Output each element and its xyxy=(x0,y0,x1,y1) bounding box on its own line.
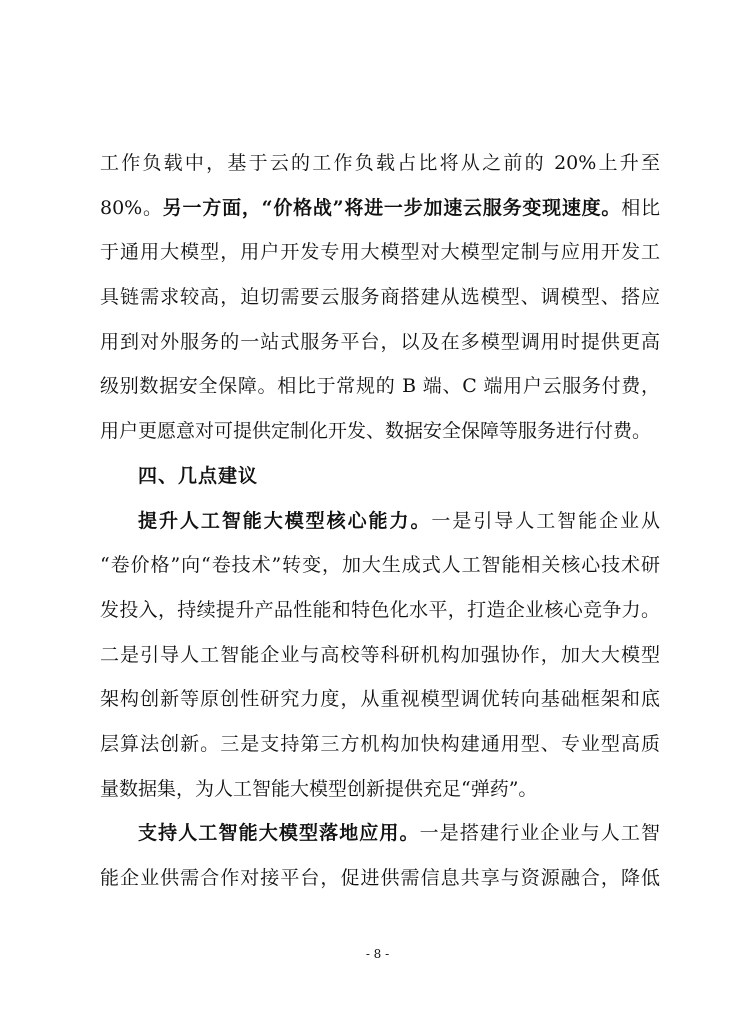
paragraph-2-line-3: 发投入，持续提升产品性能和特色化水平，打造企业核心竞争力。 xyxy=(100,598,660,621)
text-run: 80%。 xyxy=(100,196,163,219)
paragraph-2-line-2: “卷价格”向“卷技术”转变，加大生成式人工智能相关核心技术研 xyxy=(100,554,660,577)
text-run: 一是引导人工智能企业从 xyxy=(431,509,660,532)
paragraph-1-line-3: 于通用大模型，用户开发专用大模型对大模型定制与应用开发工 xyxy=(100,241,660,264)
paragraph-1-line-7: 用户更愿意对可提供定制化开发、数据安全保障等服务进行付费。 xyxy=(100,420,652,443)
text-run: 相比 xyxy=(621,196,660,219)
paragraph-1-line-2 xyxy=(100,186,660,231)
page-number: - 8 - xyxy=(365,947,390,961)
paragraph-1-line-5: 用到对外服务的一站式服务平台，以及在多模型调用时提供更高 xyxy=(100,330,660,353)
bold-lead: 提升人工智能大模型核心能力。 xyxy=(138,509,432,532)
bold-lead: 支持人工智能大模型落地应用。 xyxy=(138,822,420,845)
paragraph-2-line-6: 层算法创新。三是支持第三方机构加快构建通用型、专业型高质 xyxy=(100,732,660,755)
section-heading: 四、几点建议 xyxy=(138,464,259,487)
paragraph-2-line-4: 二是引导人工智能企业与高校等科研机构加强协作，加大大模型 xyxy=(100,643,660,666)
paragraph-1-line-6: 级别数据安全保障。相比于常规的 B 端、C 端用户云服务付费， xyxy=(100,375,660,398)
paragraph-3-line-2: 能企业供需合作对接平台，促进供需信息共享与资源融合，降低 xyxy=(100,867,660,889)
paragraph-2-line-5: 架构创新等原创性研究力度，从重视模型调优转向基础框架和底 xyxy=(100,688,660,711)
body-text xyxy=(100,141,660,901)
paragraph-2-line-1 xyxy=(100,499,660,544)
paragraph-3-line-1 xyxy=(100,811,660,856)
paragraph-1-line-1: 工作负载中，基于云的工作负载占比将从之前的 20%上升至 xyxy=(100,152,660,174)
text-run: 一是搭建行业企业与人工智 xyxy=(419,822,660,845)
bold-emphasis: 另一方面，“价格战”将进一步加速云服务变现速度。 xyxy=(162,196,622,219)
paragraph-1-line-4: 具链需求较高，迫切需要云服务商搭建从选模型、调模型、搭应 xyxy=(100,286,660,309)
paragraph-2-line-7: 量数据集，为人工智能大模型创新提供充足“弹药”。 xyxy=(100,777,538,800)
